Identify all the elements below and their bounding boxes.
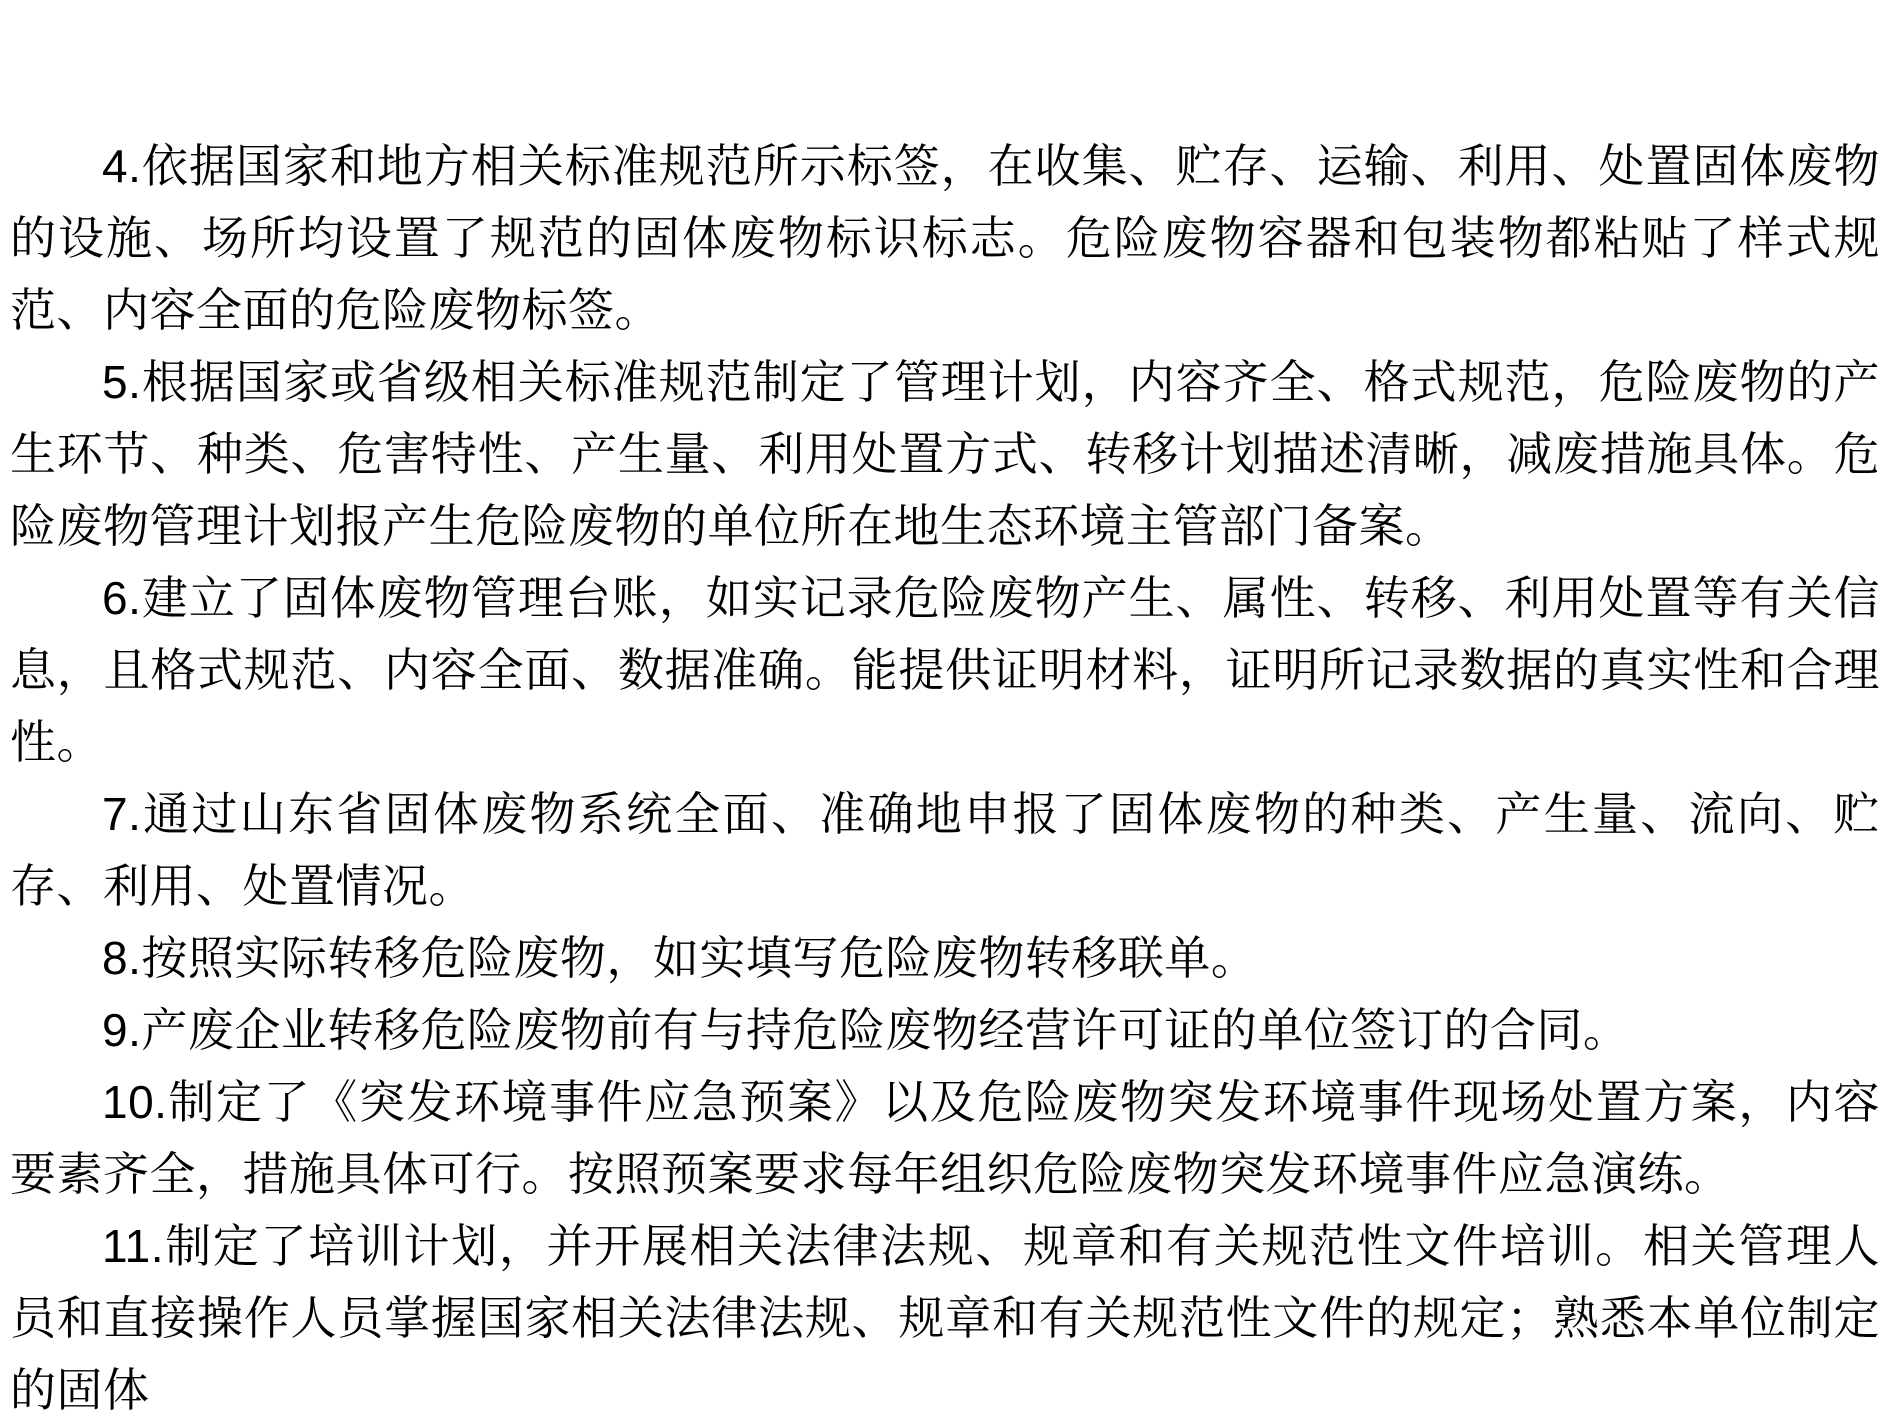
paragraph-item-5: 5.根据国家或省级相关标准规范制定了管理计划，内容齐全、格式规范，危险废物的产生环节、种类、危害特性、产生量、利用处置方式、转移计划描述清晰，减废措施具体。危险废物管理计划报产生危险废物的单位所在地生态环境主管部门备案。 [10,356,1880,552]
paragraph-item-7: 7.通过山东省固体废物系统全面、准确地申报了固体废物的种类、产生量、流向、贮存、利用、处置情况。 [10,788,1880,912]
paragraph-item-9: 9.产废企业转移危险废物前有与持危险废物经营许可证的单位签订的合同。 [102,1004,1630,1056]
paragraph-item-10: 10.制定了《突发环境事件应急预案》以及危险废物突发环境事件现场处置方案，内容要素齐全，措施具体可行。按照预案要求每年组织危险废物突发环境事件应急演练。 [10,1076,1880,1200]
document-body [10,130,1880,1417]
paragraph-item-4: 4.依据国家和地方相关标准规范所示标签，在收集、贮存、运输、利用、处置固体废物的设施、场所均设置了规范的固体废物标识标志。危险废物容器和包装物都粘贴了样式规范、内容全面的危险废物标签。 [10,140,1880,336]
paragraph-item-6: 6.建立了固体废物管理台账，如实记录危险废物产生、属性、转移、利用处置等有关信息，且格式规范、内容全面、数据准确。能提供证明材料，证明所记录数据的真实性和合理性。 [10,572,1880,768]
paragraph-item-8: 8.按照实际转移危险废物，如实填写危险废物转移联单。 [102,932,1258,984]
paragraph-item-11: 11.制定了培训计划，并开展相关法律法规、规章和有关规范性文件培训。相关管理人员和直接操作人员掌握国家相关法律法规、规章和有关规范性文件的规定；熟悉本单位制定的固体 [10,1220,1880,1416]
